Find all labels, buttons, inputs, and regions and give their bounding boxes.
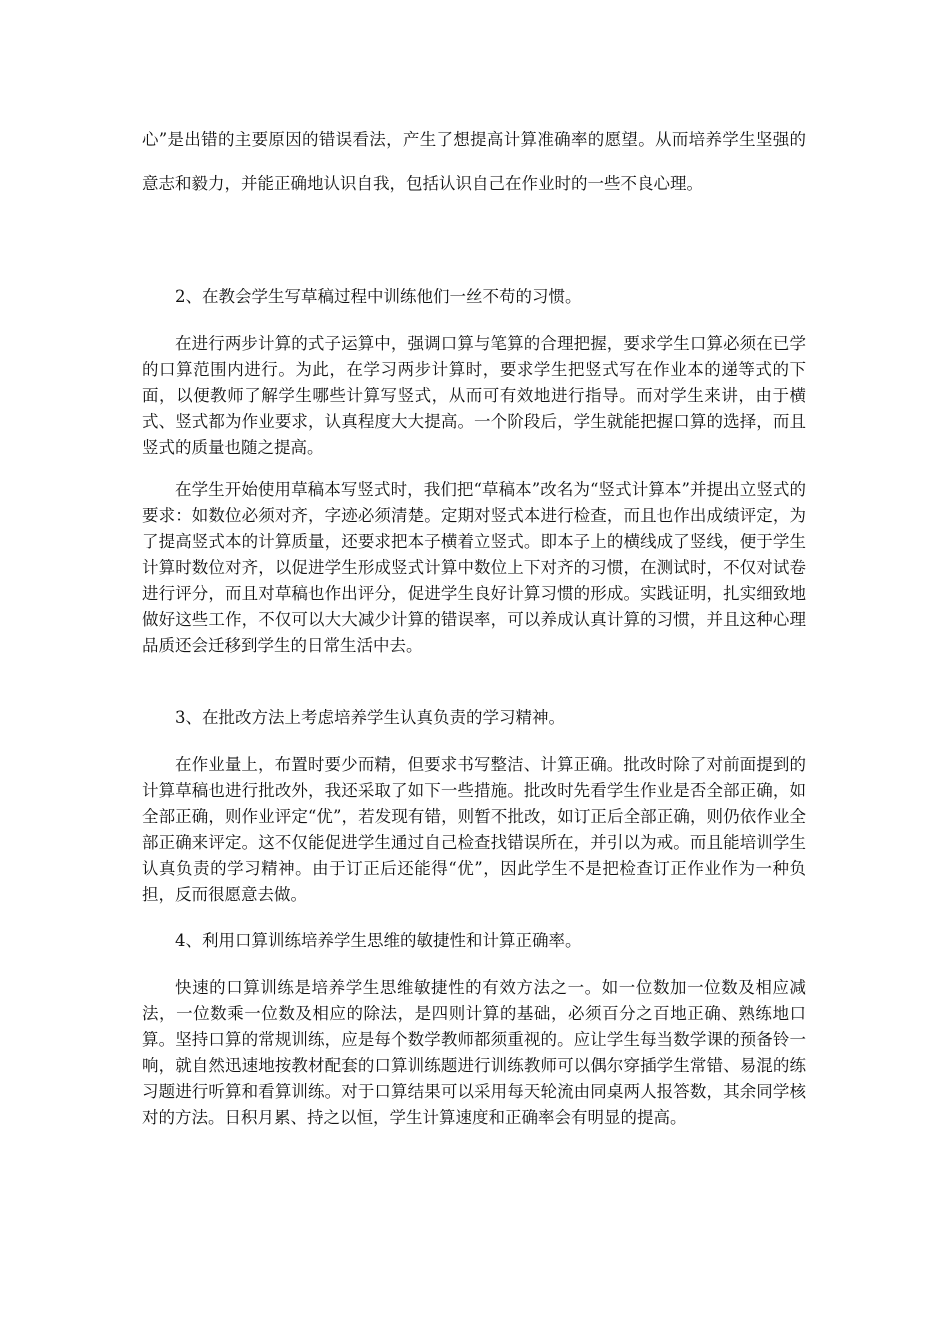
paragraph: 在学生开始使用草稿本写竖式时，我们把“草稿本”改名为“竖式计算本”并提出立竖式的要求：如数位必须对齐，字迹必须清楚。定期对竖式本进行检查，而且也作出成绩评定，为了提高竖式本的计算质量，还要求把本子横着立竖式。即本子上的横线成了竖线，便于学生计算时数位对齐，以促进学生形成竖式计算中数位上下对齐的习惯，在测试时，不仅对试卷进行评分，而且对草稿也作出评分，促进学生良好计算习惯的形成。实践证明，扎实细致地做好这些工作，不仅可以大大减少计算的错误率，可以养成认真计算的习惯，并且这种心理品质还会迁移到学生的日常生活中去。 <box>142 480 806 655</box>
paragraph-continued: 心”是出错的主要原因的错误看法，产生了想提高计算准确率的愿望。从而培养学生坚强的意志和毅力，并能正确地认识自我，包括认识自己在作业时的一些不良心理。 <box>142 130 806 193</box>
section-heading-4: 4、利用口算训练培养学生思维的敏捷性和计算正确率。 <box>175 931 582 950</box>
section-heading-2: 2、在教会学生写草稿过程中训练他们一丝不苟的习惯。 <box>175 287 582 306</box>
paragraph: 在作业量上，布置时要少而精，但要求书写整洁、计算正确。批改时除了对前面提到的计算草稿也进行批改外，我还采取了如下一些措施。批改时先看学生作业是否全部正确，如全部正确，则作业评定“优”，若发现有错，则暂不批改，如订正后全部正确，则仍依作业全部正确来评定。这不仅能促进学生通过自己检查找错误所在，并引以为戒。而且能培训学生认真负责的学习精神。由于订正后还能得“优”，因此学生不是把检查订正作业作为一种负担，反而很愿意去做。 <box>142 755 806 904</box>
paragraph: 快速的口算训练是培养学生思维敏捷性的有效方法之一。如一位数加一位数及相应减法，一位数乘一位数及相应的除法，是四则计算的基础，必须百分之百地正确、熟练地口算。坚持口算的常规训练，应是每个数学教师都须重视的。应让学生每当数学课的预备铃一响，就自然迅速地按教材配套的口算训练题进行训练教师可以偶尔穿插学生常错、易混的练习题进行听算和看算训练。对于口算结果可以采用每天轮流由同桌两人报答数，其余同学核对的方法。日积月累、持之以恒，学生计算速度和正确率会有明显的提高。 <box>142 978 806 1127</box>
section-heading-3: 3、在批改方法上考虑培养学生认真负责的学习精神。 <box>175 708 565 727</box>
paragraph: 在进行两步计算的式子运算中，强调口算与笔算的合理把握，要求学生口算必须在已学的口算范围内进行。为此，在学习两步计算时，要求学生把竖式写在作业本的递等式的下面，以便教师了解学生哪些计算写竖式，从而可有效地进行指导。而对学生来讲，由于横式、竖式都为作业要求，认真程度大大提高。一个阶段后，学生就能把握口算的选择，而且竖式的质量也随之提高。 <box>142 334 806 457</box>
